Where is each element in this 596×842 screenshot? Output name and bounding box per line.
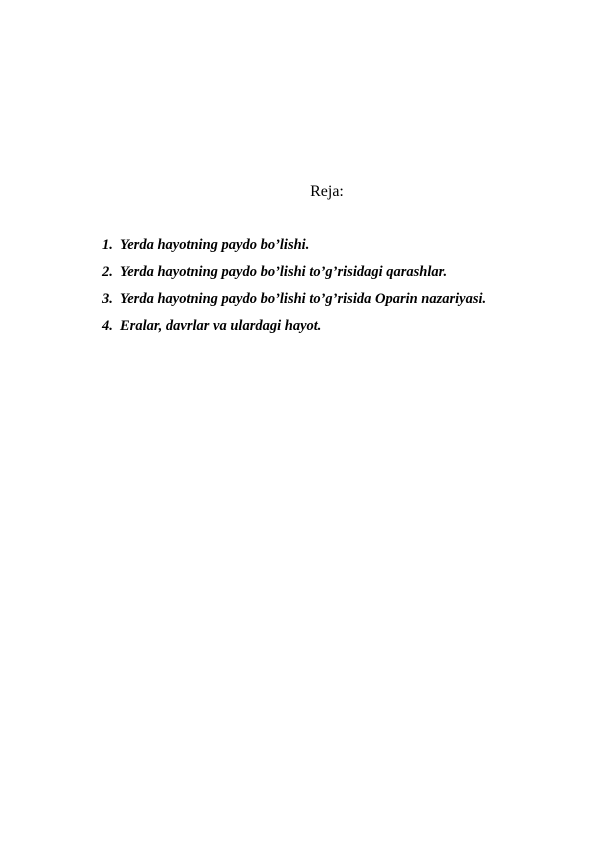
- plan-item-number: 4.: [102, 318, 113, 334]
- plan-item-3: [102, 286, 486, 313]
- document-heading: Reja:: [310, 183, 344, 200]
- plan-item-number: 1.: [102, 237, 113, 253]
- plan-item-number: 3.: [102, 291, 113, 307]
- plan-item-number: 2.: [102, 264, 113, 280]
- plan-item-1: [102, 232, 486, 259]
- plan-item-4: [102, 313, 486, 340]
- plan-item-2: [102, 259, 486, 286]
- plan-item-text: Yerda hayotning paydo bo’lishi to’g’risida Oparin nazariyasi.: [120, 291, 487, 307]
- plan-item-text: Yerda hayotning paydo bo’lishi to’g’risidagi qarashlar.: [120, 264, 448, 280]
- plan-list: [102, 232, 486, 340]
- plan-item-text: Eralar, davrlar va ulardagi hayot.: [120, 318, 322, 334]
- plan-item-text: Yerda hayotning paydo bo’lishi.: [120, 237, 310, 253]
